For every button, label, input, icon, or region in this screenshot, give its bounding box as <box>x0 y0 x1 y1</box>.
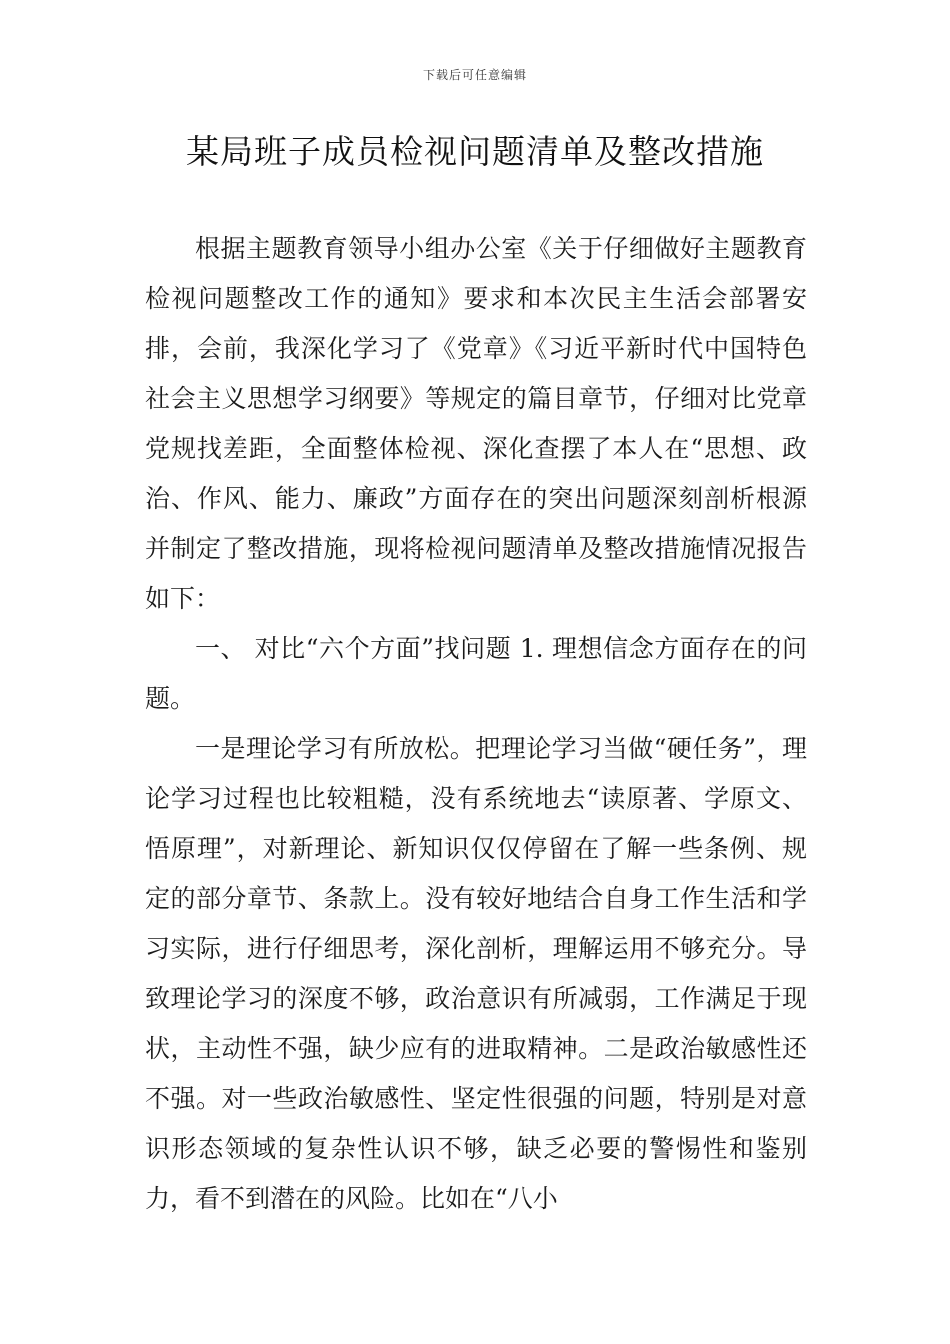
paragraph-section-heading: 一、 对比“六个方面”找问题 1. 理想信念方面存在的问题。 <box>145 634 807 713</box>
document-body <box>145 224 807 1224</box>
document-title: 某局班子成员检视问题清单及整改措施 <box>186 132 764 171</box>
paragraph-problems: 一是理论学习有所放松。把理论学习当做“硬任务”，理论学习过程也比较粗糙，没有系统地去“读原著、学原文、悟原理”，对新理论、新知识仅仅停留在了解一些条例、规定的部分章节、条款上。没有较好地结合自身工作生活和学习实际，进行仔细思考，深化剖析，理解运用不够充分。导致理论学习的深度不够，政治意识有所减弱，工作满足于现状，主动性不强，缺少应有的进取精神。二是政治敏感性还不强。对一些政治敏感性、坚定性很强的问题，特别是对意识形态领域的复杂性认识不够，缺乏必要的警惕性和鉴别力，看不到潜在的风险。比如在“八小 <box>145 734 807 1213</box>
paragraph-intro: 根据主题教育领导小组办公室《关于仔细做好主题教育检视问题整改工作的通知》要求和本次民主生活会部署安排，会前，我深化学习了《党章》《习近平新时代中国特色社会主义思想学习纲要》等规定的篇目章节，仔细对比党章党规找差距，全面整体检视、深化查摆了本人在“思想、政治、作风、能力、廉政”方面存在的突出问题深刻剖析根源并制定了整改措施，现将检视问题清单及整改措施情况报告如下： <box>145 234 807 613</box>
header-note: 下载后可任意编辑 <box>422 68 527 82</box>
